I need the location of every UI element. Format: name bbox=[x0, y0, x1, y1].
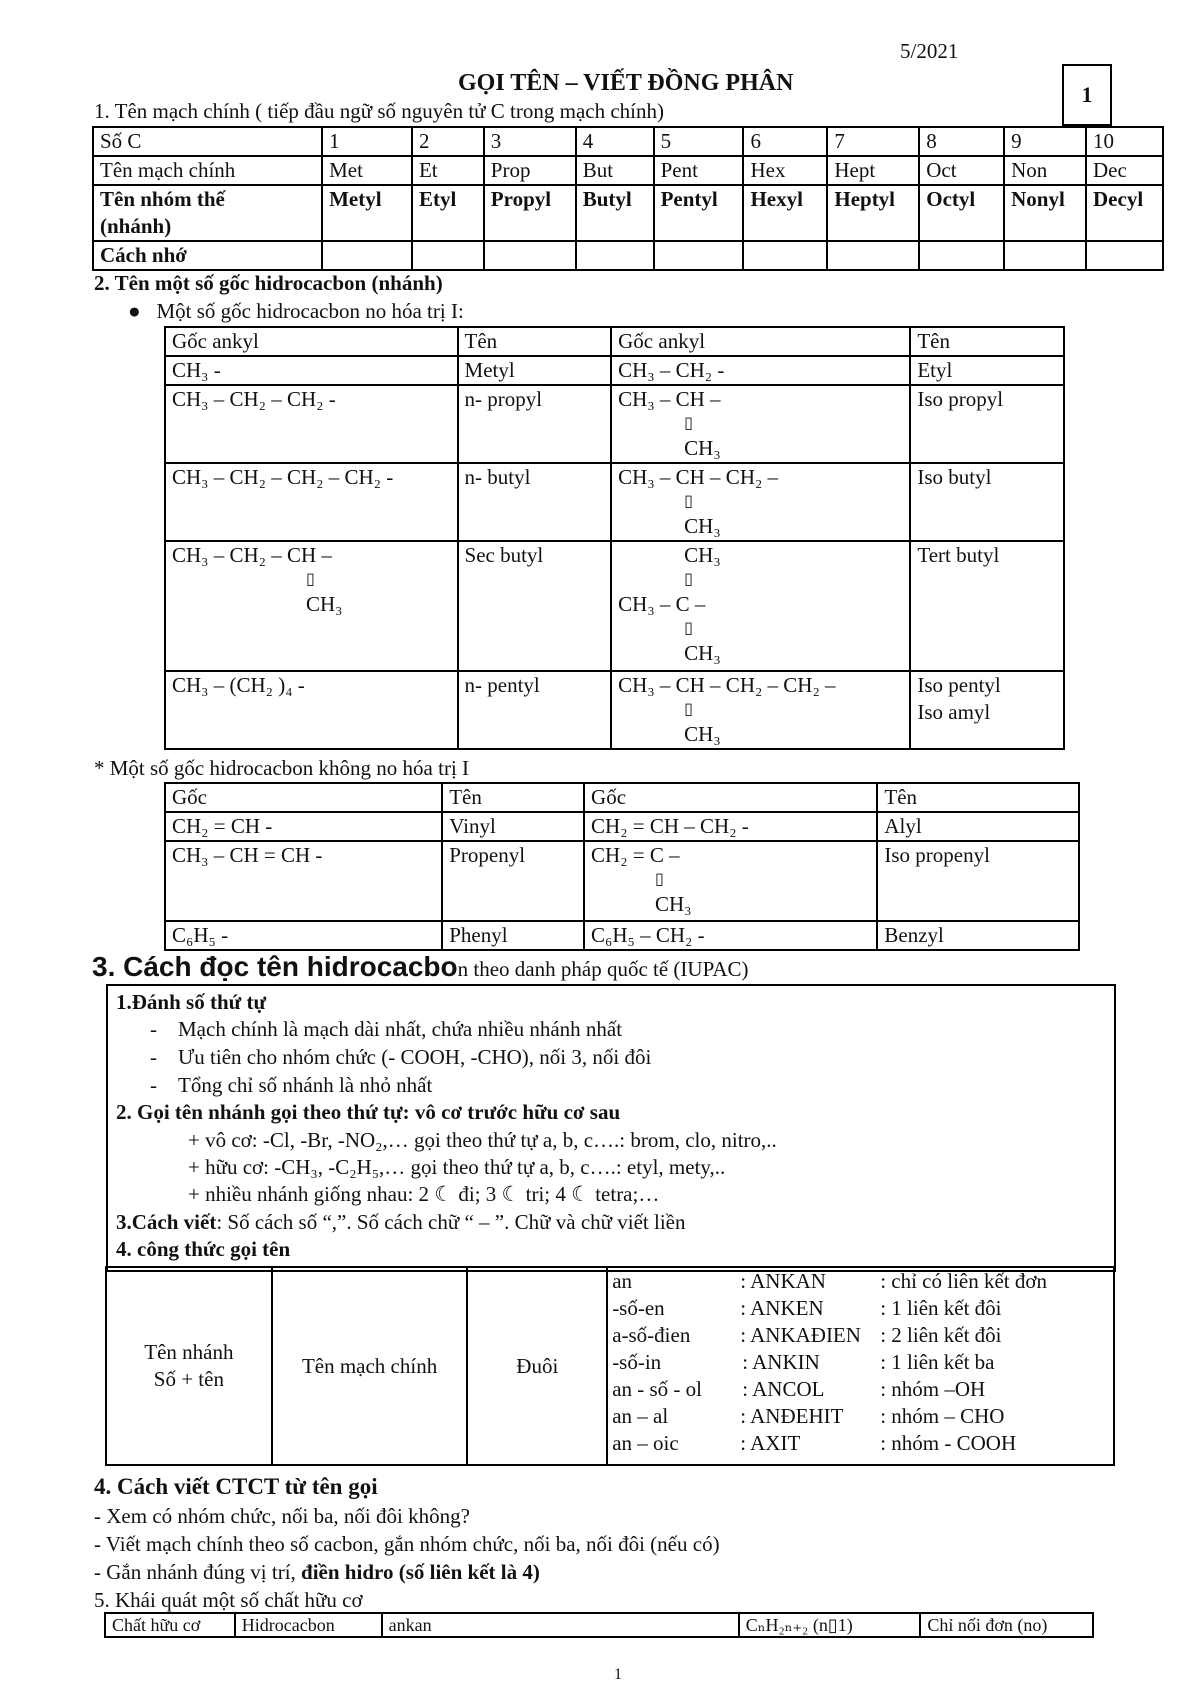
bond-icon: ▯ bbox=[684, 701, 693, 718]
table-cell: 10 bbox=[1086, 127, 1163, 156]
rule-item-text: Tổng chỉ số nhánh là nhỏ nhất bbox=[178, 1073, 433, 1097]
bond-icon: ▯ bbox=[306, 571, 315, 588]
table-cell bbox=[611, 385, 910, 463]
cell-line: Iso amyl bbox=[917, 700, 991, 724]
table-cell: Oct bbox=[919, 156, 1004, 185]
table-cell: Met bbox=[322, 156, 412, 185]
section4-line bbox=[94, 1559, 540, 1586]
table-cell: Tên mạch chính bbox=[272, 1267, 468, 1465]
table-row bbox=[165, 541, 1064, 671]
table-cell: Iso propyl bbox=[910, 385, 1064, 463]
list-item bbox=[612, 1349, 1109, 1376]
table-cell: Sec butyl bbox=[458, 541, 612, 671]
bond-text: : nhóm – CHO bbox=[880, 1404, 1005, 1428]
formula-line: CH₃ – CH – CH₂ – bbox=[618, 465, 779, 489]
table-cell: CH₃ - bbox=[165, 356, 458, 385]
rule-line bbox=[116, 1209, 686, 1236]
formula-line: CH₃ bbox=[306, 592, 343, 616]
table-cell: Prop bbox=[484, 156, 576, 185]
rule-item-text: Mạch chính là mạch dài nhất, chứa nhiều nhánh nhất bbox=[178, 1017, 623, 1041]
bond-text: : 1 liên kết ba bbox=[880, 1350, 995, 1374]
section3-heading bbox=[92, 950, 748, 984]
list-item bbox=[612, 1268, 1109, 1295]
table-cell: Tên mạch chính bbox=[93, 156, 322, 185]
table-cell bbox=[412, 241, 484, 270]
table-cell: CH₃ – CH₂ – CH₂ - bbox=[165, 385, 458, 463]
heading-bold-part: 3. Cách đọc tên hidrocacbo bbox=[92, 951, 458, 982]
page-box: 1 bbox=[1062, 64, 1112, 126]
cell-line: Số + tên bbox=[153, 1367, 224, 1391]
table-cell: Metyl bbox=[322, 185, 412, 241]
formula-line: CH₃ bbox=[684, 514, 721, 538]
bond-text: : 2 liên kết đôi bbox=[880, 1323, 1002, 1347]
table-cell: Propyl bbox=[484, 185, 576, 241]
table-cell bbox=[1004, 241, 1086, 270]
rule-item: - Mạch chính là mạch dài nhất, chứa nhiều nhánh nhất bbox=[150, 1017, 623, 1041]
table-cell: Octyl bbox=[919, 185, 1004, 241]
table-row bbox=[165, 385, 1064, 463]
table-header: Gốc ankyl bbox=[165, 327, 458, 356]
table-row bbox=[106, 1267, 1114, 1465]
class-text: : ANKAN bbox=[740, 1269, 826, 1293]
main-chain-table bbox=[92, 126, 1164, 271]
table-header: Tên bbox=[910, 327, 1064, 356]
unsaturated-radicals-table bbox=[164, 782, 1080, 951]
table-cell: 8 bbox=[919, 127, 1004, 156]
organic-summary-table bbox=[104, 1612, 1094, 1638]
table-cell: Phenyl bbox=[442, 921, 584, 950]
bond-text: : nhóm - COOH bbox=[880, 1431, 1017, 1455]
suffix-text: an - số - ol bbox=[612, 1377, 703, 1401]
table-cell bbox=[743, 241, 827, 270]
formula-line: CH₃ bbox=[684, 722, 721, 746]
table-cell bbox=[611, 463, 910, 541]
table-cell bbox=[919, 241, 1004, 270]
table-cell: 1 bbox=[322, 127, 412, 156]
rule-item: + hữu cơ: -CH₃, -C₂H₅,… gọi theo thứ tự a, b, c….: etyl, mety,.. bbox=[188, 1155, 726, 1179]
table-cell: But bbox=[576, 156, 654, 185]
table-cell: CH₃ – CH₂ - bbox=[611, 356, 910, 385]
class-text: : AXIT bbox=[740, 1431, 801, 1455]
table-cell: Non bbox=[1004, 156, 1086, 185]
naming-rules-box bbox=[106, 984, 1116, 1272]
table-row bbox=[165, 841, 1079, 921]
table-cell: ankan bbox=[382, 1613, 739, 1637]
table-cell bbox=[93, 185, 322, 241]
suffix-text: an – al bbox=[612, 1404, 669, 1428]
section4-line: - Viết mạch chính theo số cacbon, gắn nhóm chức, nối ba, nối đôi (nếu có) bbox=[94, 1532, 720, 1556]
table-cell bbox=[827, 241, 919, 270]
class-text: : ANĐEHIT bbox=[740, 1404, 844, 1428]
suffix-list bbox=[607, 1267, 1114, 1465]
table-cell bbox=[484, 241, 576, 270]
table-cell: Vinyl bbox=[442, 812, 584, 841]
table-cell: Hept bbox=[827, 156, 919, 185]
table-cell: CH₂ = CH – CH₂ - bbox=[584, 812, 877, 841]
table-cell bbox=[165, 541, 458, 671]
table-cell bbox=[584, 841, 877, 921]
table-cell: 9 bbox=[1004, 127, 1086, 156]
table-cell: Et bbox=[412, 156, 484, 185]
rule-item: + vô cơ: -Cl, -Br, -NO₂,… gọi theo thứ tự a, b, c….: brom, clo, nitro,.. bbox=[188, 1128, 777, 1152]
rule-item-text: Ưu tiên cho nhóm chức (- COOH, -CHO), nối 3, nối đôi bbox=[178, 1045, 652, 1069]
rule-heading: 3.Cách viết bbox=[116, 1210, 217, 1234]
cell-line: Iso pentyl bbox=[917, 673, 1001, 697]
class-text: : ANCOL bbox=[742, 1377, 825, 1401]
table-row bbox=[93, 127, 1163, 156]
table-header: Tên bbox=[458, 327, 612, 356]
table-row bbox=[165, 327, 1064, 356]
table-cell: Chất hữu cơ bbox=[105, 1613, 235, 1637]
suffix-text: a-số-đien bbox=[612, 1323, 691, 1347]
list-item bbox=[612, 1403, 1109, 1430]
table-cell: 3 bbox=[484, 127, 576, 156]
bond-icon: ▯ bbox=[684, 620, 693, 637]
heading-rest-part: n theo danh pháp quốc tế (IUPAC) bbox=[457, 957, 749, 981]
page-title: GỌI TÊN – VIẾT ĐỒNG PHÂN bbox=[458, 70, 794, 96]
section2-heading: 2. Tên một số gốc hidrocacbon (nhánh) bbox=[94, 271, 443, 295]
table-cell: Etyl bbox=[412, 185, 484, 241]
formula-line: CH₃ – C – bbox=[618, 592, 706, 616]
line-text: - Gắn nhánh đúng vị trí, bbox=[94, 1560, 302, 1584]
table-cell: 4 bbox=[576, 127, 654, 156]
formula-line: CH₃ bbox=[684, 543, 721, 567]
table-cell: Benzyl bbox=[877, 921, 1079, 950]
table-cell: Pent bbox=[654, 156, 744, 185]
rule-heading: 1.Đánh số thứ tự bbox=[116, 990, 267, 1014]
table-cell: n- pentyl bbox=[458, 671, 612, 749]
table-header: Gốc bbox=[165, 783, 442, 812]
bond-icon: ▯ bbox=[684, 571, 693, 588]
formula-line: CH₃ bbox=[684, 436, 721, 460]
rule-heading: 4. công thức gọi tên bbox=[116, 1237, 291, 1261]
table-cell: C₆H₅ – CH₂ - bbox=[584, 921, 877, 950]
table-cell: n- propyl bbox=[458, 385, 612, 463]
table-row bbox=[165, 356, 1064, 385]
table-cell: C₆H₅ - bbox=[165, 921, 442, 950]
suffix-text: -số-in bbox=[612, 1350, 662, 1374]
bond-text: : chỉ có liên kết đơn bbox=[880, 1269, 1047, 1293]
table-cell: CH₃ – CH = CH - bbox=[165, 841, 442, 921]
bond-icon: ▯ bbox=[684, 415, 693, 432]
table-row bbox=[105, 1613, 1093, 1637]
table-cell: Metyl bbox=[458, 356, 612, 385]
table-cell: CH₃ – (CH₂ )₄ - bbox=[165, 671, 458, 749]
section4-line: - Xem có nhóm chức, nối ba, nối đôi không? bbox=[94, 1504, 470, 1528]
table-cell: 7 bbox=[827, 127, 919, 156]
class-text: : ANKEN bbox=[740, 1296, 824, 1320]
table-cell: Pentyl bbox=[654, 185, 744, 241]
cell-line: (nhánh) bbox=[100, 214, 172, 238]
bullet-icon: ● bbox=[128, 299, 141, 323]
class-text: : ANKIN bbox=[742, 1350, 820, 1374]
table-cell: Số C bbox=[93, 127, 322, 156]
table-row bbox=[93, 156, 1163, 185]
table-cell bbox=[611, 541, 910, 671]
formula-line: CH₃ – CH – bbox=[618, 387, 721, 411]
formula-line: CH₃ bbox=[684, 641, 721, 665]
naming-formula-table bbox=[105, 1266, 1115, 1466]
date-stamp: 5/2021 bbox=[900, 39, 959, 63]
table-cell: Tert butyl bbox=[910, 541, 1064, 671]
formula-line: CH₂ = C – bbox=[591, 843, 680, 867]
line-text-bold: điền hidro (số liên kết là 4) bbox=[301, 1560, 540, 1584]
cell-line: Tên nhánh bbox=[144, 1340, 234, 1364]
table-cell: 2 bbox=[412, 127, 484, 156]
page-number: 1 bbox=[614, 1666, 622, 1683]
list-item bbox=[612, 1376, 1109, 1403]
rule-item: - Ưu tiên cho nhóm chức (- COOH, -CHO), nối 3, nối đôi bbox=[150, 1045, 652, 1069]
table-cell: 5 bbox=[654, 127, 744, 156]
unsaturated-heading: * Một số gốc hidrocacbon không no hóa trị I bbox=[94, 756, 470, 780]
list-item bbox=[612, 1322, 1109, 1349]
section5-heading: 5. Khái quát một số chất hữu cơ bbox=[94, 1588, 363, 1612]
table-cell bbox=[611, 671, 910, 749]
table-cell: CₙH₂ₙ₊₂ (n▯1) bbox=[739, 1613, 921, 1637]
table-cell: Hidrocacbon bbox=[235, 1613, 382, 1637]
table-cell: Cách nhớ bbox=[93, 241, 322, 270]
table-cell: Etyl bbox=[910, 356, 1064, 385]
bond-text: : nhóm –OH bbox=[880, 1377, 986, 1401]
rule-item: - Tổng chỉ số nhánh là nhỏ nhất bbox=[150, 1073, 433, 1097]
formula-line: CH₃ – CH₂ – CH – bbox=[172, 543, 332, 567]
table-cell bbox=[322, 241, 412, 270]
table-cell bbox=[910, 671, 1064, 749]
table-cell: Dec bbox=[1086, 156, 1163, 185]
section4-heading: 4. Cách viết CTCT từ tên gọi bbox=[94, 1474, 378, 1499]
bond-text: : 1 liên kết đôi bbox=[880, 1296, 1002, 1320]
table-cell: Iso butyl bbox=[910, 463, 1064, 541]
bond-icon: ▯ bbox=[684, 493, 693, 510]
table-header: Gốc ankyl bbox=[611, 327, 910, 356]
table-header: Tên bbox=[442, 783, 584, 812]
table-cell: Heptyl bbox=[827, 185, 919, 241]
table-cell: n- butyl bbox=[458, 463, 612, 541]
table-cell bbox=[1086, 241, 1163, 270]
suffix-text: an – oic bbox=[612, 1431, 679, 1455]
table-cell bbox=[576, 241, 654, 270]
table-row bbox=[165, 812, 1079, 841]
rule-heading: 2. Gọi tên nhánh gọi theo thứ tự: vô cơ trước hữu cơ sau bbox=[116, 1100, 621, 1124]
table-row bbox=[165, 783, 1079, 812]
bond-icon: ▯ bbox=[655, 871, 664, 888]
table-row bbox=[165, 671, 1064, 749]
formula-line: CH₃ bbox=[655, 892, 692, 916]
table-cell: Propenyl bbox=[442, 841, 584, 921]
table-cell bbox=[106, 1267, 272, 1465]
table-cell: Alyl bbox=[877, 812, 1079, 841]
bullet-line bbox=[128, 298, 464, 325]
suffix-text: -số-en bbox=[612, 1296, 665, 1320]
list-item bbox=[612, 1295, 1109, 1322]
formula-line: CH₃ – CH – CH₂ – CH₂ – bbox=[618, 673, 836, 697]
rule-text: : Số cách số “,”. Số cách chữ “ – ”. Chữ và chữ viết liền bbox=[216, 1210, 686, 1234]
table-cell: Hex bbox=[743, 156, 827, 185]
cell-line: Tên nhóm thế bbox=[100, 187, 225, 211]
bullet-text: Một số gốc hidrocacbon no hóa trị I: bbox=[156, 299, 464, 323]
section1-heading: 1. Tên mạch chính ( tiếp đầu ngữ số nguyên tử C trong mạch chính) bbox=[94, 99, 665, 123]
table-cell: CH₂ = CH - bbox=[165, 812, 442, 841]
table-row bbox=[165, 921, 1079, 950]
suffix-text: an bbox=[612, 1269, 633, 1293]
table-cell: Iso propenyl bbox=[877, 841, 1079, 921]
table-cell: 6 bbox=[743, 127, 827, 156]
table-cell: Hexyl bbox=[743, 185, 827, 241]
table-cell bbox=[654, 241, 744, 270]
table-cell: Butyl bbox=[576, 185, 654, 241]
rule-item: + nhiều nhánh giống nhau: 2 ☾ đi; 3 ☾ tri; 4 ☾ tetra;… bbox=[188, 1182, 660, 1206]
table-row bbox=[93, 185, 1163, 241]
table-cell: Decyl bbox=[1086, 185, 1163, 241]
class-text: : ANKAĐIEN bbox=[740, 1323, 861, 1347]
saturated-radicals-table bbox=[164, 326, 1065, 750]
table-row bbox=[93, 241, 1163, 270]
list-item bbox=[612, 1430, 1109, 1457]
table-header: Tên bbox=[877, 783, 1079, 812]
table-cell: Chỉ nối đơn (no) bbox=[920, 1613, 1093, 1637]
table-cell: Nonyl bbox=[1004, 185, 1086, 241]
table-header: Gốc bbox=[584, 783, 877, 812]
table-row bbox=[165, 463, 1064, 541]
table-cell: CH₃ – CH₂ – CH₂ – CH₂ - bbox=[165, 463, 458, 541]
table-cell: Đuôi bbox=[467, 1267, 607, 1465]
